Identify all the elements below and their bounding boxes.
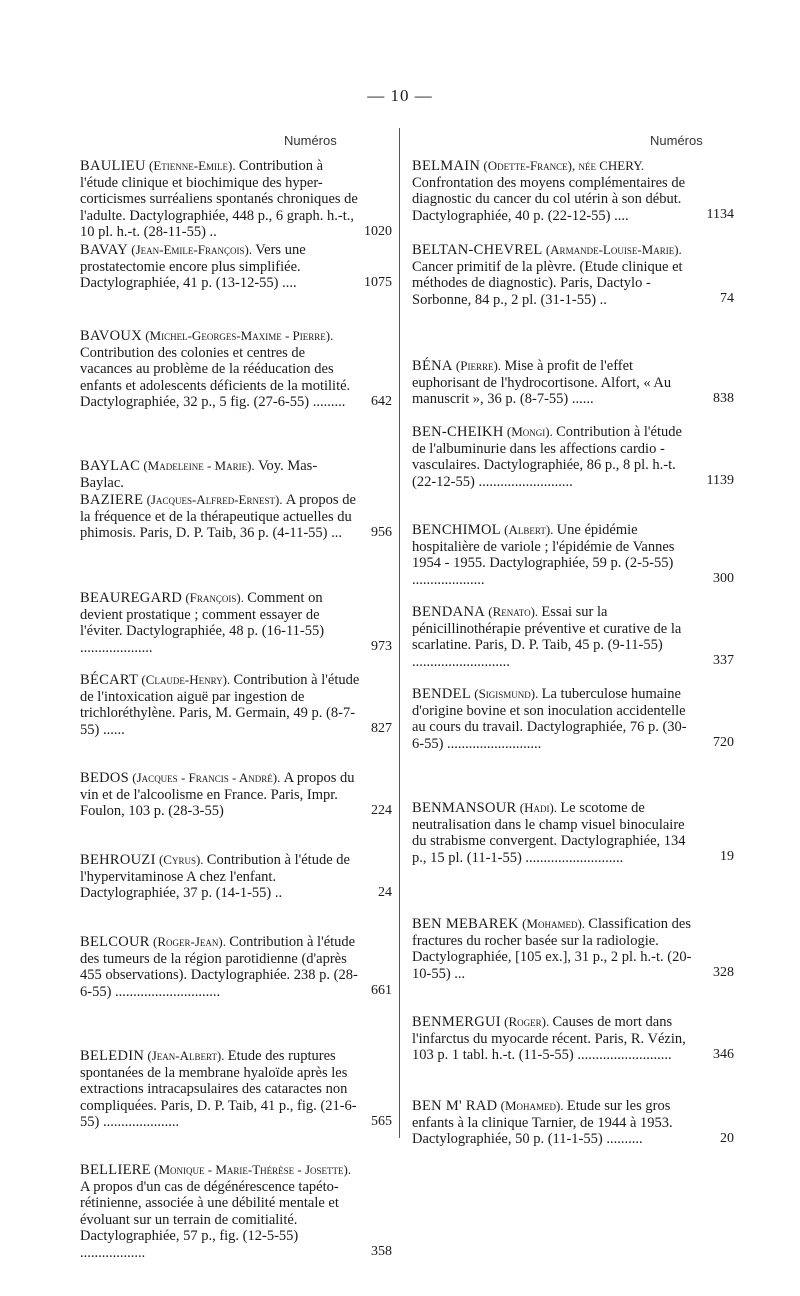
bibliography-entry [80, 852, 360, 902]
bibliography-entry [80, 770, 360, 820]
entry-description: Etude sur les gros enfants à la clinique Tarnier, de 1944 à 1953. Dactylographiée, 50 p. (11-1-55) .......... [412, 1098, 673, 1147]
entry-author-surname: BENMERGUI [412, 1014, 501, 1030]
entry-description: Essai sur la pénicillinothérapie préventive et curative de la scarlatine. Paris, D. P. Taib, 45 p. (9-11-55) ........................... [412, 604, 682, 670]
entry-author-surname: BEHROUZI [80, 852, 156, 868]
entry-author-surname: BEN M' RAD [412, 1098, 498, 1114]
entry-author-given-names: (Pierre). [452, 358, 505, 373]
entry-description: Contribution à l'étude de l'albuminurie dans les affections cardio - vasculaires. Dactylographiée, 86 p., 8 pl. h.-t. (22-12-55) .......................... [412, 424, 682, 490]
entry-author-surname: BELTAN-CHEVREL [412, 242, 543, 258]
entry-number: 1134 [706, 207, 734, 222]
bibliography-entry [80, 1048, 360, 1131]
entry-author-surname: BAULIEU [80, 158, 146, 174]
entry-author-given-names: (Monique - Marie-Thérèse - Josette). [150, 1162, 352, 1177]
entry-author-surname: BENDEL [412, 686, 471, 702]
bibliography-entry [80, 672, 360, 738]
entry-author-surname: BAZIERE [80, 492, 144, 508]
entry-author-given-names: (Cyrus). [155, 852, 207, 867]
entry-description: Etude des ruptures spontanées de la membrane hyaloïde après les extractions intracapsulaires des cataractes non compliquées. Paris, D. P. Taib, 41 p., fig. (21-6-55) ..................... [80, 1048, 357, 1130]
entry-author-given-names: (Mongi). [503, 424, 557, 439]
column-divider [399, 128, 400, 1138]
entry-author-surname: BÉNA [412, 358, 453, 374]
entry-number: 827 [371, 721, 392, 736]
entry-description: Mise à profit de l'effet euphorisant de l'hydrocortisone. Alfort, « Au manuscrit », 36 p. (8-7-55) ...... [412, 358, 672, 407]
entry-description: Confrontation des moyens complémentaires de diagnostic du cancer du col utérin à son début. Dactylographiée, 40 p. (22-12-55) .... [412, 174, 686, 224]
entry-number: 661 [371, 983, 392, 998]
entry-number: 20 [720, 1131, 734, 1146]
bibliography-entry [80, 1162, 360, 1261]
entry-author-surname: BEN-CHEIKH [412, 424, 504, 440]
bibliography-entry [80, 492, 360, 542]
entry-author-surname: BELCOUR [80, 934, 150, 950]
entry-description: Causes de mort dans l'infarctus du myocarde récent. Paris, R. Vézin, 103 p. 1 tabl. h.-t. (11-5-55) .......................... [412, 1014, 686, 1063]
bibliography-entry [412, 522, 692, 588]
entry-number: 337 [713, 653, 734, 668]
entry-description: Le scotome de neutralisation dans le champ visuel binoculaire du strabisme convergent. Dactylographiée, 134 p., 15 pl. (11-1-55) ........................... [412, 800, 686, 866]
entry-description: Classification des fractures du rocher basée sur la radiologie. Dactylographiée, [105 ex.], 31 p., 2 pl. h.-t. (20-10-55) ... [412, 916, 692, 982]
bibliography-entry [412, 358, 692, 408]
bibliography-entry [412, 916, 692, 982]
entry-number: 565 [371, 1114, 392, 1129]
entry-description: Contribution des colonies et centres de vacances au problème de la rééducation des enfants et adolescents déficients de la motilité. Dactylographiée, 32 p., 5 fig. (27-6-55) ......... [80, 344, 351, 410]
column-header-left: Numéros [284, 133, 337, 148]
entry-author-surname: BÉCART [80, 672, 139, 688]
entry-author-given-names: (Roger). [500, 1014, 553, 1029]
entry-number: 346 [713, 1047, 734, 1062]
entry-author-given-names: (Renato). [485, 604, 542, 619]
entry-author-given-names: (Claude-Henry). [138, 672, 234, 687]
entry-number: 1139 [706, 473, 734, 488]
entry-author-surname: BELLIERE [80, 1162, 151, 1178]
entry-number: 642 [371, 394, 392, 409]
entry-author-surname: BENCHIMOL [412, 522, 501, 538]
entry-author-given-names: (Jean-Albert). [144, 1048, 228, 1063]
entry-description: Contribution à l'étude de l'hypervitaminose A chez l'enfant. Dactylographiée, 37 p. (14-1-55) .. [80, 852, 350, 901]
bibliography-entry [80, 590, 360, 656]
entry-description: La tuberculose humaine d'origine bovine et son inoculation accidentelle au cours du travail. Dactylographiée, 76 p. (30-6-55) .......................... [412, 686, 687, 752]
entry-author-given-names: (Madeleine - Marie). [140, 458, 258, 473]
entry-author-given-names: (Albert). [500, 522, 557, 537]
entry-description: Voy. Mas-Baylac. [80, 458, 318, 491]
entry-author-surname: BEN MEBAREK [412, 916, 519, 932]
entry-number: 74 [720, 291, 734, 306]
entry-author-surname: BELEDIN [80, 1048, 145, 1064]
entry-number: 19 [720, 849, 734, 864]
entry-description: Contribution à l'étude des tumeurs de la région parotidienne (d'après 455 observations). Dactylographiée. 238 p. (28-6-55) ............................. [80, 934, 358, 1000]
entry-author-surname: BAYLAC [80, 458, 141, 474]
column-header-right: Numéros [650, 133, 703, 148]
entry-author-surname: BELMAIN [412, 158, 481, 174]
bibliography-entry [80, 158, 360, 241]
entry-author-given-names: (Jacques - Francis - André). [129, 770, 284, 785]
entry-author-surname: BENDANA [412, 604, 485, 620]
entry-number: 1020 [364, 224, 392, 239]
bibliography-entry [80, 934, 360, 1000]
entry-author-surname: BENMANSOUR [412, 800, 517, 816]
bibliography-entry [412, 1098, 692, 1148]
entry-description: A propos du vin et de l'alcoolisme en France. Paris, Impr. Foulon, 103 p. (28-3-55) [80, 770, 355, 819]
entry-author-given-names: (Sigismund). [471, 686, 542, 701]
entry-author-surname: BEAUREGARD [80, 590, 183, 606]
bibliography-entry [412, 800, 692, 866]
entry-number: 358 [371, 1244, 392, 1259]
entry-number: 224 [371, 803, 392, 818]
entry-description: Cancer primitif de la plèvre. (Etude clinique et méthodes de diagnostic). Paris, Dactylo - Sorbonne, 84 p., 2 pl. (31-1-55) .. [412, 258, 683, 308]
entry-author-surname: BAVOUX [80, 328, 142, 344]
bibliography-entry [412, 242, 692, 308]
entry-number: 720 [713, 735, 734, 750]
entry-author-surname: BAVAY [80, 242, 128, 258]
entry-number: 328 [713, 965, 734, 980]
page-number: — 10 — [367, 86, 433, 105]
entry-number: 838 [713, 391, 734, 406]
bibliography-entry [80, 458, 360, 491]
entry-author-given-names: (Armande-Louise-Marie). [542, 242, 682, 257]
entry-author-given-names: (Odette-France), née CHERY. [480, 158, 645, 173]
bibliography-entry [80, 328, 360, 411]
entry-description: A propos de la fréquence et de la thérapeutique actuelles du phimosis. Paris, D. P. Taib, 36 p. (4-11-55) ... [80, 492, 356, 541]
entry-description: Contribution à l'étude de l'intoxication aiguë par ingestion de trichloréthylène. Paris, M. Germain, 49 p. (8-7-55) ...... [80, 672, 360, 738]
entry-author-given-names: (Mohamed). [518, 916, 589, 931]
entry-description: Vers une prostatectomie encore plus simplifiée. Dactylographiée, 41 p. (13-12-55) .... [80, 242, 306, 291]
bibliography-entry [412, 158, 692, 224]
entry-author-given-names: (Jean-Emile-François). [128, 242, 256, 257]
entry-number: 973 [371, 639, 392, 654]
entry-author-given-names: (Hadi). [516, 800, 561, 815]
entry-author-given-names: (Jacques-Alfred-Ernest). [143, 492, 286, 507]
entry-description: A propos d'un cas de dégénérescence tapéto-rétinienne, associée à une débilité mentale et évoluant sur un terrain de comitialité. Dactylographiée, 57 p., fig. (12-5-55) .................. [80, 1178, 339, 1261]
entry-author-given-names: (Roger-Jean). [149, 934, 230, 949]
entry-description: Comment on devient prostatique ; comment essayer de l'éviter. Dactylographiée, 48 p. (16-11-55) .................... [80, 590, 325, 656]
entry-number: 956 [371, 525, 392, 540]
entry-number: 24 [378, 885, 392, 900]
entry-number: 1075 [364, 275, 392, 290]
entry-author-given-names: (Michel-Georges-Maxime - Pierre). [141, 328, 334, 343]
entry-author-given-names: (François). [182, 590, 248, 605]
entry-author-given-names: (Etienne-Emile). [145, 158, 239, 173]
bibliography-entry [80, 242, 360, 292]
entry-author-surname: BEDOS [80, 770, 130, 786]
bibliography-entry [412, 1014, 692, 1064]
entry-description: Contribution à l'étude clinique et biochimique des hyper-corticismes surréaliens spontanés chroniques de l'adulte. Dactylographiée, 448 p., 6 graph. h.-t., 10 pl. h.-t. (28-11-55) .. [80, 158, 358, 240]
bibliography-entry [412, 604, 692, 670]
entry-number: 300 [713, 571, 734, 586]
bibliography-entry [412, 424, 692, 490]
entry-author-given-names: (Mohamed). [497, 1098, 567, 1113]
entry-description: Une épidémie hospitalière de variole ; l'épidémie de Vannes 1954 - 1955. Dactylographiée, 59 p. (2-5-55) .................... [412, 522, 675, 588]
bibliography-entry [412, 686, 692, 752]
